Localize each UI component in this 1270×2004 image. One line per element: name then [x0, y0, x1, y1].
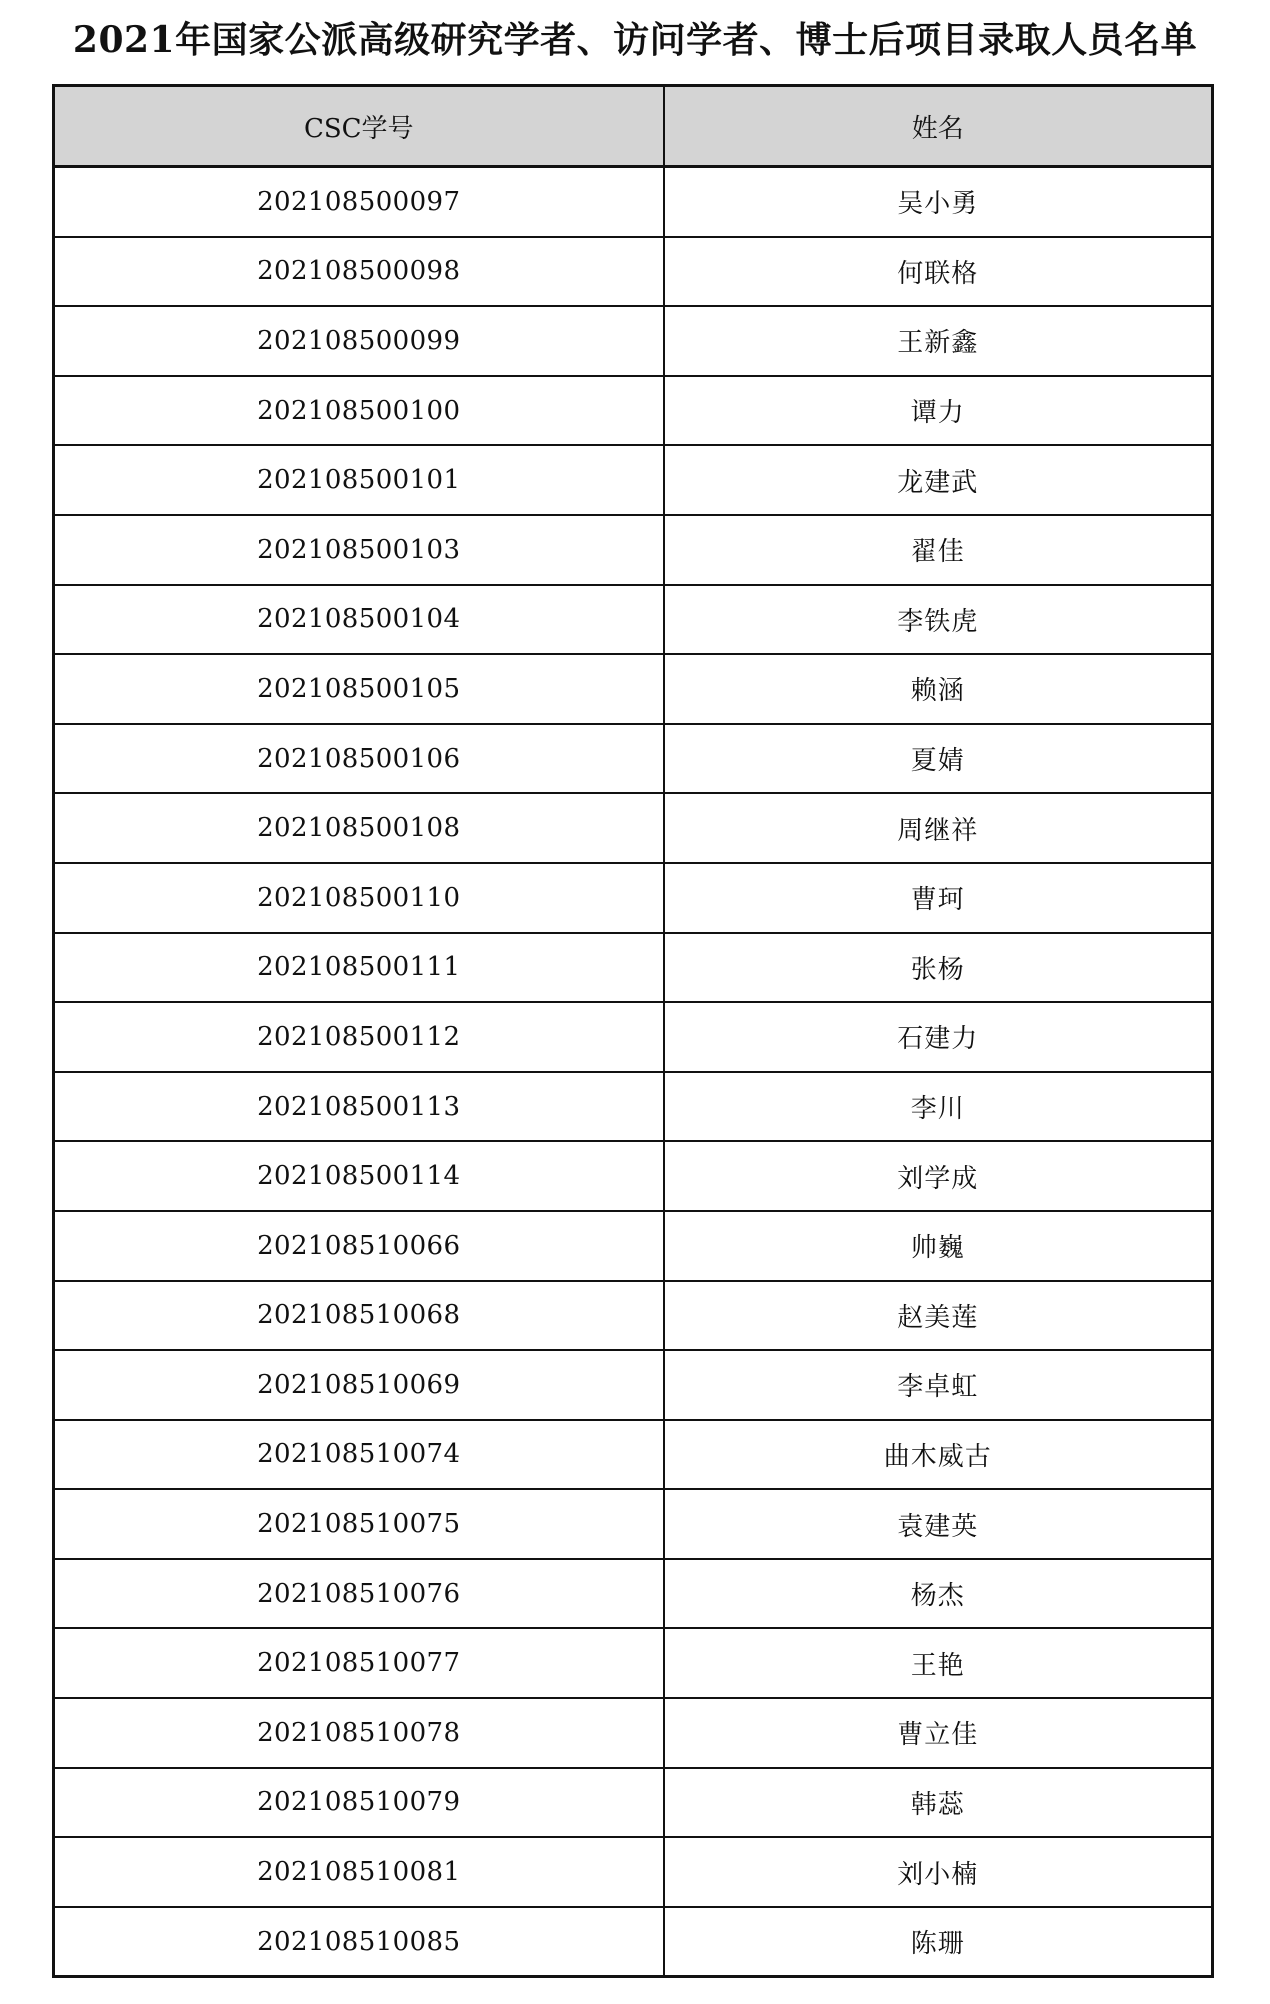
table-row — [54, 1768, 1213, 1838]
admission-list-table-container — [52, 84, 1211, 1978]
name-cell: 曹珂 — [664, 863, 1213, 933]
table-row — [54, 933, 1213, 1003]
name-cell: 何联格 — [664, 237, 1213, 307]
csc-id-cell: 202108500100 — [54, 376, 664, 446]
csc-id-cell: 202108510079 — [54, 1768, 664, 1838]
name-cell: 周继祥 — [664, 793, 1213, 863]
name-cell: 曲木威古 — [664, 1420, 1213, 1490]
table-row — [54, 1907, 1213, 1977]
table-row — [54, 863, 1213, 933]
csc-id-cell: 202108500111 — [54, 933, 664, 1003]
name-cell: 吴小勇 — [664, 167, 1213, 237]
table-row — [54, 1628, 1213, 1698]
table-row — [54, 1211, 1213, 1281]
column-header-name: 姓名 — [664, 86, 1213, 167]
table-row — [54, 237, 1213, 307]
admission-list-table — [52, 84, 1214, 1978]
csc-id-cell: 202108510078 — [54, 1698, 664, 1768]
table-row — [54, 1281, 1213, 1351]
table-row — [54, 585, 1213, 655]
table-row — [54, 1350, 1213, 1420]
name-cell: 李川 — [664, 1072, 1213, 1142]
table-row — [54, 515, 1213, 585]
csc-id-cell: 202108500105 — [54, 654, 664, 724]
table-row — [54, 306, 1213, 376]
name-cell: 王新鑫 — [664, 306, 1213, 376]
table-row — [54, 654, 1213, 724]
table-row — [54, 445, 1213, 515]
name-cell: 张杨 — [664, 933, 1213, 1003]
csc-id-cell: 202108500101 — [54, 445, 664, 515]
csc-id-cell: 202108510077 — [54, 1628, 664, 1698]
csc-id-cell: 202108500104 — [54, 585, 664, 655]
csc-id-cell: 202108510069 — [54, 1350, 664, 1420]
csc-id-cell: 202108510068 — [54, 1281, 664, 1351]
csc-id-cell: 202108510076 — [54, 1559, 664, 1629]
table-row — [54, 1072, 1213, 1142]
name-cell: 翟佳 — [664, 515, 1213, 585]
csc-id-cell: 202108500097 — [54, 167, 664, 237]
table-row — [54, 1559, 1213, 1629]
name-cell: 夏婧 — [664, 724, 1213, 794]
table-row — [54, 376, 1213, 446]
name-cell: 李铁虎 — [664, 585, 1213, 655]
name-cell: 赵美莲 — [664, 1281, 1213, 1351]
table-row — [54, 724, 1213, 794]
table-row — [54, 1698, 1213, 1768]
csc-id-cell: 202108510074 — [54, 1420, 664, 1490]
csc-id-cell: 202108500114 — [54, 1141, 664, 1211]
name-cell: 刘小楠 — [664, 1837, 1213, 1907]
csc-id-cell: 202108500108 — [54, 793, 664, 863]
name-cell: 刘学成 — [664, 1141, 1213, 1211]
csc-id-cell: 202108510066 — [54, 1211, 664, 1281]
name-cell: 帅巍 — [664, 1211, 1213, 1281]
table-row — [54, 167, 1213, 237]
csc-id-cell: 202108500103 — [54, 515, 664, 585]
table-row — [54, 793, 1213, 863]
name-cell: 王艳 — [664, 1628, 1213, 1698]
page-title: 2021年国家公派高级研究学者、访问学者、博士后项目录取人员名单 — [72, 19, 1198, 61]
name-cell: 袁建英 — [664, 1489, 1213, 1559]
column-header-csc-id: CSC学号 — [54, 86, 664, 167]
table-row — [54, 1141, 1213, 1211]
name-cell: 陈珊 — [664, 1907, 1213, 1977]
csc-id-cell: 202108500099 — [54, 306, 664, 376]
name-cell: 石建力 — [664, 1002, 1213, 1072]
csc-id-cell: 202108500110 — [54, 863, 664, 933]
name-cell: 谭力 — [664, 376, 1213, 446]
name-cell: 赖涵 — [664, 654, 1213, 724]
csc-id-cell: 202108510085 — [54, 1907, 664, 1977]
name-cell: 李卓虹 — [664, 1350, 1213, 1420]
table-row — [54, 1420, 1213, 1490]
csc-id-cell: 202108500106 — [54, 724, 664, 794]
table-row — [54, 1489, 1213, 1559]
table-body — [54, 167, 1213, 1977]
csc-id-cell: 202108500113 — [54, 1072, 664, 1142]
name-cell: 龙建武 — [664, 445, 1213, 515]
csc-id-cell: 202108500098 — [54, 237, 664, 307]
header-row — [54, 86, 1213, 167]
csc-id-cell: 202108510075 — [54, 1489, 664, 1559]
name-cell: 曹立佳 — [664, 1698, 1213, 1768]
csc-id-cell: 202108510081 — [54, 1837, 664, 1907]
name-cell: 韩蕊 — [664, 1768, 1213, 1838]
name-cell: 杨杰 — [664, 1559, 1213, 1629]
table-row — [54, 1837, 1213, 1907]
csc-id-cell: 202108500112 — [54, 1002, 664, 1072]
table-header — [54, 86, 1213, 167]
table-row — [54, 1002, 1213, 1072]
